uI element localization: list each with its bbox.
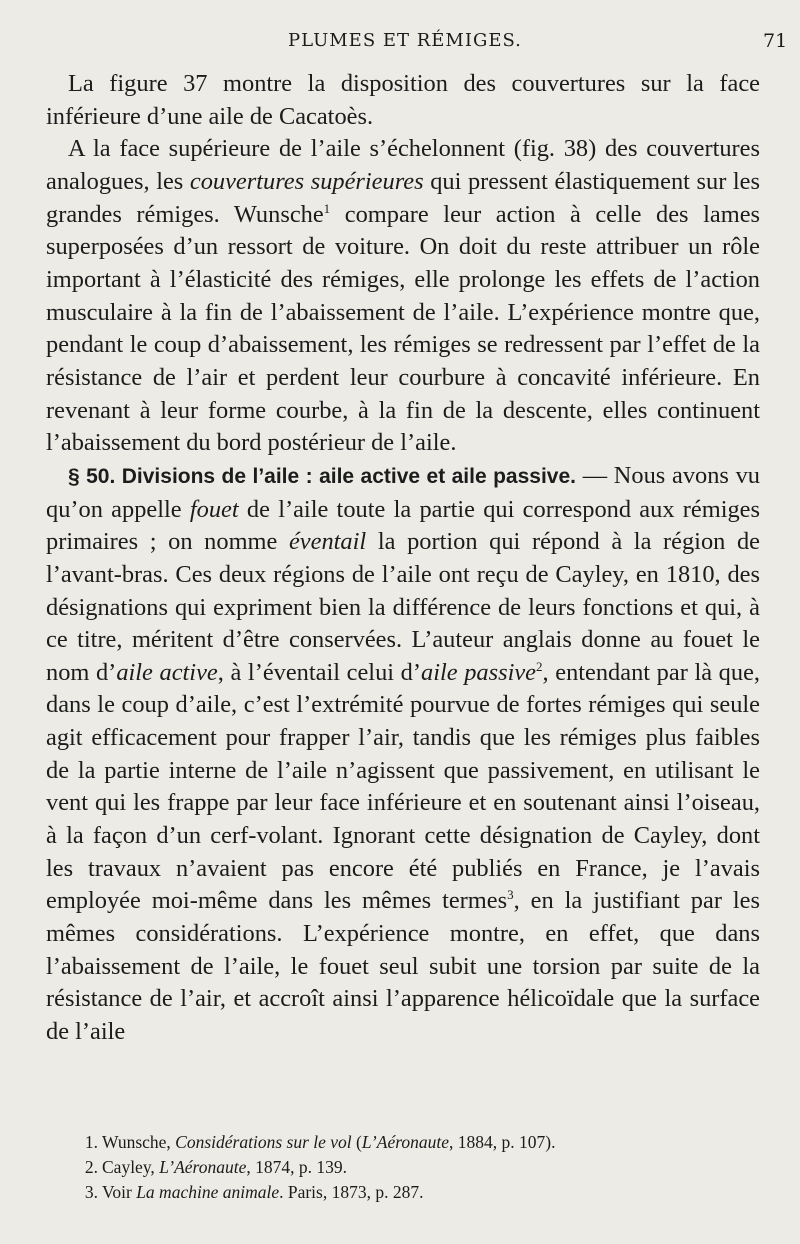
italic-term: aile passive [421,658,537,686]
footnote-number: 2. [84,1157,98,1177]
footnote-italic: Considérations sur le vol [175,1132,352,1152]
italic-term: éventail [288,528,367,556]
paragraph-2-text: compare leur action à celle des lames superposées d’un ressort de voiture. On doit du reste attribuer un rôle important à l’élasticité des rémiges, elle prolonge les effets de l’action musculaire à la fin de l’abaissement de l’aile. L’expérience montre que, pendant le coup d’abaissement, les rémiges se redressent par l’effet de la résistance de l’air et perdent leur courbure à concavité inférieure. En revenant à leur forme courbe, à la fin de la descente, elles continuent l’abaissement du bord postérieur de l’aile. [46,200,761,457]
paragraph-3-text: , entendant par là que, dans le coup d’aile, c’est l’extrémité pourvue de fortes rémiges qui seule agit efficacement pour frapper l’air, tandis que les rémiges plus faibles de la partie interne de l’aile n’agissent que passivement, en utilisant le vent qui les frappe par leur face inférieure et en soutenant ainsi l’oiseau, à la façon d’un cerf-volant. Ignorant cette désignation de Cayley, dont les travaux n’avaient pas encore été publiés en France, je l’avais employée moi-même dans les mêmes termes [46,658,760,915]
footnote-italic: La machine animale [136,1182,280,1202]
paragraph-2-text: A la face supérieure de l’aile s’échelonnent (fig. 38) des couvertures analogues, les [46,135,760,195]
paragraph-3-text: de l’aile toute la partie qui correspond aux rémiges primaires ; on nomme [46,495,760,556]
footnote-text: ( [351,1132,362,1152]
italic-term: aile active [116,658,218,686]
footnote-ref-1: 1 [323,200,331,216]
running-title: PLUMES ET RÉMIGES. [288,30,522,51]
footnote-ref-2: 2 [536,658,543,674]
italic-term: fouet [189,495,239,523]
paragraph-3 [46,460,760,1049]
footnote-1 [78,1130,758,1155]
footnote-text: . Paris, 1873, p. 287. [279,1182,424,1202]
footnote-text: Cayley, [102,1157,160,1177]
footnote-3 [78,1180,758,1205]
page-number: 71 [763,30,788,52]
section-heading: § 50. Divisions de l’aile : aile active et aile passive. [68,464,576,488]
paragraph-3-text: la portion qui répond à la région de l’avant-bras. Ces deux régions de l’aile ont reçu de Cayley, en 1810, des désignations qui expriment bien la différence de leurs fonctions et qui, à ce titre, méritent d’être conservées. L’auteur anglais donne au fouet le nom d’ [46,528,760,686]
footnote-number: 3. [84,1182,98,1202]
running-head [0,30,800,60]
footnote-italic: L’Aéronaute [159,1157,247,1177]
italic-term: couvertures supérieures [189,167,424,195]
paragraph-3-text: — Nous avons vu qu’on appelle [46,461,760,523]
paragraph-3-text: , à l’éventail celui d’ [217,658,421,686]
body-text [46,68,760,1049]
paragraph-3-text: , en la justifiant par les mêmes considérations. L’expérience montre, en effet, que dans l’abaissement de l’aile, le fouet seul subit une torsion par suite de la résistance de l’air, et accroît ainsi l’apparence hélicoïdale que la surface de l’aile [46,887,760,1046]
footnote-text: , 1884, p. 107). [449,1132,556,1152]
paragraph-2 [46,133,760,460]
footnote-text: , 1874, p. 139. [246,1157,347,1177]
paragraph-1: La figure 37 montre la disposition des couvertures sur la face inférieure d’une aile de Cacatoès. [46,70,760,130]
paragraph-2-text: qui pressent élastiquement sur les grandes rémiges. Wunsche [46,167,760,228]
footnotes [78,1130,758,1205]
footnote-text: Wunsche, [102,1132,176,1152]
footnote-2 [78,1155,758,1180]
footnote-text: Voir [102,1182,137,1202]
footnote-number: 1. [84,1132,98,1152]
footnote-italic: L’Aéronaute [361,1132,450,1152]
footnote-ref-3: 3 [507,887,514,903]
